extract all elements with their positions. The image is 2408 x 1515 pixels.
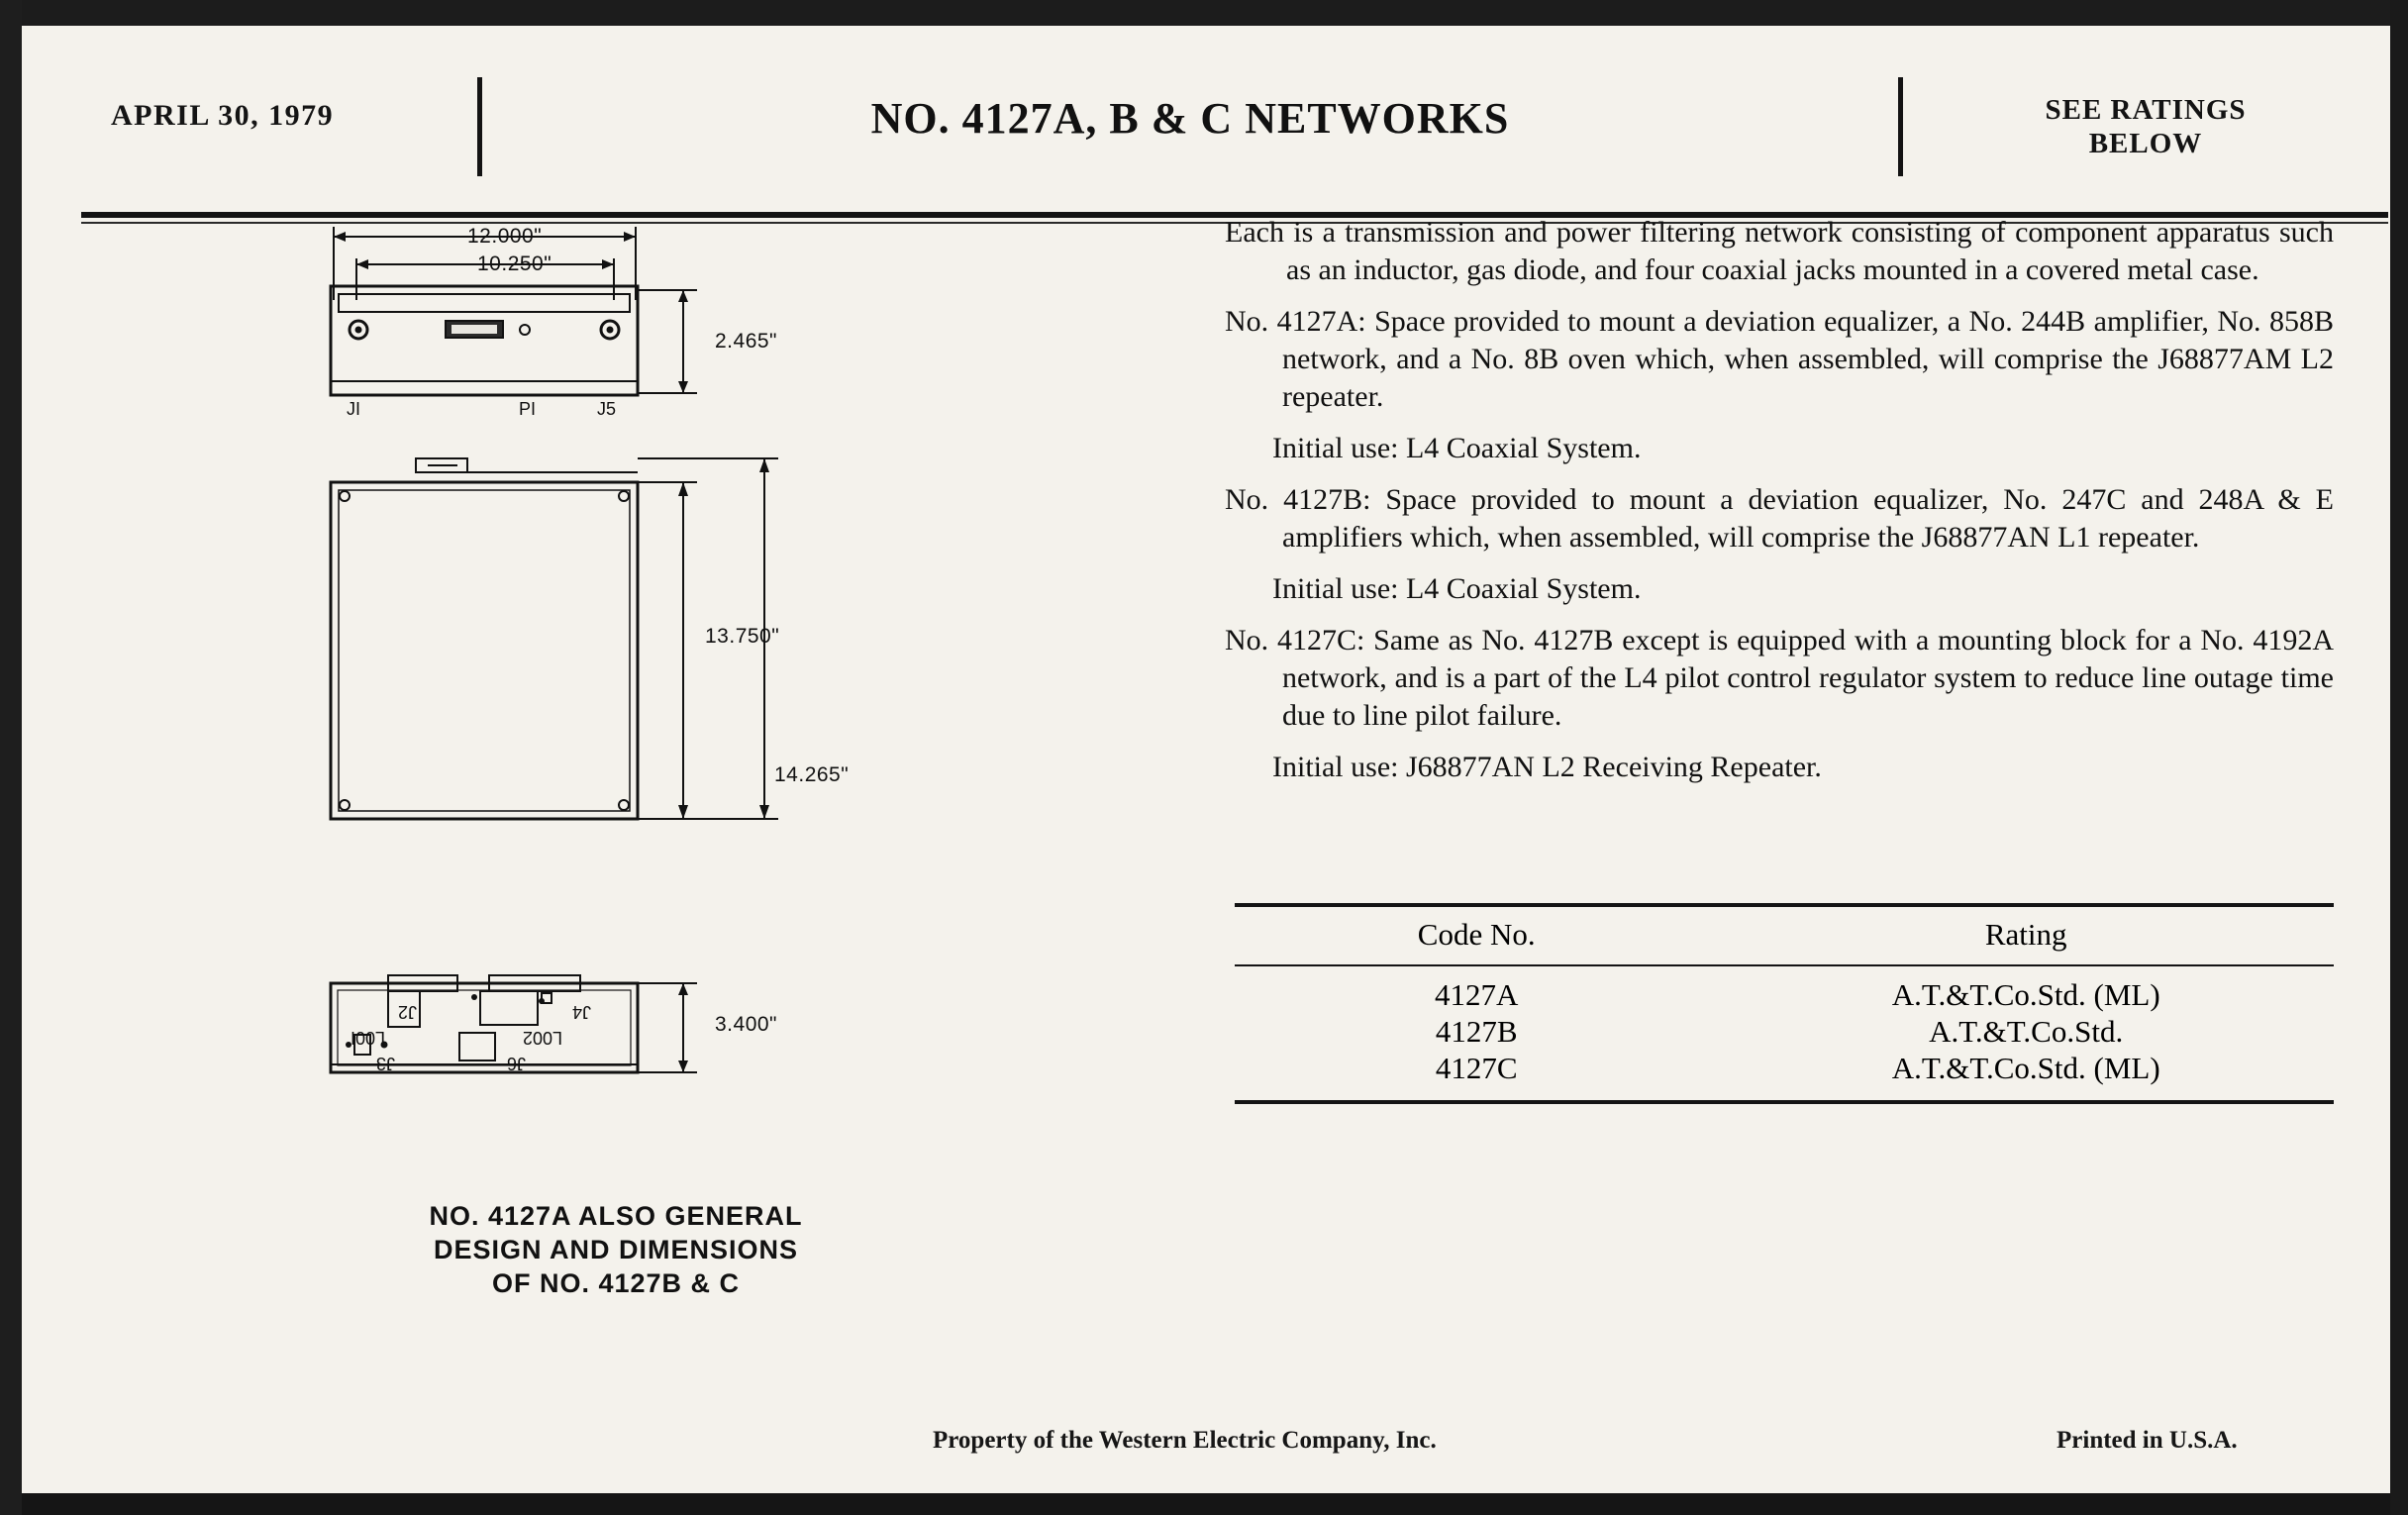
label-j2: J2 (398, 1002, 418, 1022)
table-body (1235, 966, 2334, 1100)
table-row (1235, 1013, 2334, 1050)
ratings-note-line1: SEE RATINGS (2045, 94, 2247, 126)
caption-line-3: OF NO. 4127B & C (491, 1268, 741, 1298)
paragraph-4127c: No. 4127C: Same as No. 4127B except is equipped with a mounting block for a No. 4192A network, and is a part of the L4 pilot control regulator system to reduce line outage time due to line pilot failure. (1225, 624, 2334, 732)
table-bottom-rule (1235, 1100, 2334, 1104)
intro-paragraph: Each is a transmission and power filtering network consisting of component apparatus such as an inductor, gas diode, and four coaxial jacks mounted in a covered metal case. (1225, 216, 2334, 286)
page-header (61, 55, 2349, 174)
label-j1: JI (347, 399, 361, 419)
label-j6: J6 (507, 1054, 527, 1073)
cell-code: 4127C (1435, 1051, 1518, 1085)
initial-use-4127a: Initial use: L4 Coaxial System. (1272, 432, 1642, 464)
label-j4: J4 (572, 1002, 592, 1022)
cell-code: 4127A (1435, 977, 1519, 1012)
table-row (1235, 976, 2334, 1013)
header-divider-right (1898, 77, 1903, 176)
ratings-note-line2: BELOW (2088, 128, 2203, 159)
footer-property-notice: Property of the Western Electric Company, Inc. (933, 1427, 1437, 1454)
paragraph-4127a: No. 4127A: Space provided to mount a deviation equalizer, a No. 244B amplifier, No. 858B network, and a No. 8B oven which, when assembled, will comprise the J68877AM L2 repeater. (1225, 305, 2334, 413)
page-title: NO. 4127A, B & C NETWORKS (870, 94, 1510, 143)
cell-code: 4127B (1435, 1014, 1518, 1049)
cell-rating: A.T.&T.Co.Std. (ML) (1891, 977, 2160, 1012)
plan-view-drawing (240, 447, 1131, 961)
table-row (1235, 1050, 2334, 1086)
dim-height-overall: 14.265" (774, 763, 850, 786)
label-p1: PI (519, 399, 537, 419)
paper-sheet (22, 26, 2390, 1493)
table-header-row (1235, 907, 2334, 964)
scan-edge-right (2390, 0, 2408, 1515)
dim-height-panel: 13.750" (705, 625, 780, 648)
scan-edge-bottom (0, 1493, 2408, 1515)
description-column (1225, 214, 2334, 800)
label-j3: J3 (376, 1054, 396, 1073)
initial-use-4127c: Initial use: J68877AN L2 Receiving Repeater. (1272, 751, 1822, 783)
dim-width-mounting: 10.250" (477, 252, 552, 275)
ratings-table (1235, 903, 2334, 1104)
column-header-code: Code No. (1417, 917, 1536, 952)
dim-height-front: 2.465" (715, 330, 778, 353)
cell-rating: A.T.&T.Co.Std. (1929, 1014, 2124, 1049)
scan-edge-left (0, 0, 22, 1515)
label-j5: J5 (597, 399, 617, 419)
side-view-drawing (240, 961, 1131, 1160)
footer-printed-notice: Printed in U.S.A. (2057, 1427, 2238, 1454)
paragraph-4127b: No. 4127B: Space provided to mount a deviation equalizer, No. 247C and 248A & E amplifiers which, when assembled, will comprise the J68877AN L1 repeater. (1225, 483, 2334, 554)
header-divider-left (477, 77, 482, 176)
cell-rating: A.T.&T.Co.Std. (ML) (1891, 1051, 2160, 1085)
dim-width-overall: 12.000" (467, 225, 543, 248)
column-header-rating: Rating (1984, 917, 2067, 952)
engineering-drawings (61, 209, 1180, 1298)
ratings-note (1908, 93, 2383, 160)
caption-line-1: NO. 4127A ALSO GENERAL (429, 1201, 803, 1231)
header-date: APRIL 30, 1979 (111, 99, 335, 132)
dim-depth: 3.400" (715, 1013, 778, 1036)
scan-edge-top (0, 0, 2408, 26)
front-edge-view-drawing (240, 209, 1131, 476)
label-bot1: L00I (351, 1028, 386, 1048)
caption-line-2: DESIGN AND DIMENSIONS (433, 1235, 799, 1264)
initial-use-4127b: Initial use: L4 Coaxial System. (1272, 572, 1642, 605)
label-bot2: L002 (523, 1028, 563, 1048)
drawing-caption (319, 1199, 913, 1300)
